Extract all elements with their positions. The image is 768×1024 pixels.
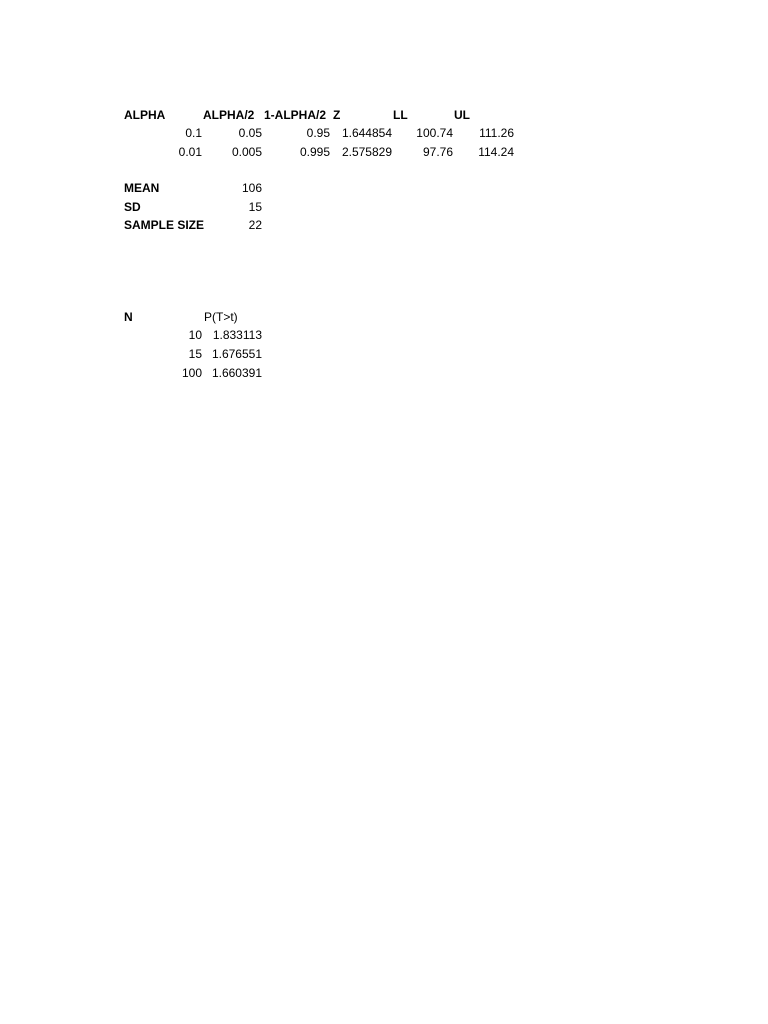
- ci-row2-ll: 97.76: [422, 145, 453, 159]
- t-header-p: P(T>t): [204, 310, 238, 324]
- ci-row1-alpha: 0.1: [185, 126, 202, 140]
- t-row3-n: 100: [181, 366, 202, 380]
- t-row1-n: 10: [188, 328, 202, 342]
- ci-row1-ll: 100.74: [416, 126, 453, 140]
- sample-size-value: 22: [248, 218, 262, 232]
- ci-row2-z: 2.575829: [341, 145, 392, 159]
- t-row1-p: 1.833113: [212, 328, 262, 342]
- ci-row1-z: 1.644854: [341, 126, 392, 140]
- ci-row1-one-minus-alpha-half: 0.95: [306, 126, 330, 140]
- ci-header-alpha: ALPHA: [124, 108, 166, 122]
- ci-header-z: Z: [333, 108, 341, 122]
- t-row3-p: 1.660391: [211, 366, 262, 380]
- sample-size-label: SAMPLE SIZE: [124, 218, 205, 232]
- sd-value: 15: [248, 200, 262, 214]
- ci-row2-alpha: 0.01: [178, 145, 202, 159]
- ci-header-ll: LL: [393, 108, 408, 122]
- ci-row2-alpha-half: 0.005: [231, 145, 262, 159]
- t-header-n: N: [124, 310, 133, 324]
- ci-header-alpha-half: ALPHA/2: [203, 108, 255, 122]
- t-row2-p: 1.676551: [211, 347, 262, 361]
- t-row2-n: 15: [188, 347, 202, 361]
- ci-header-ul: UL: [454, 108, 470, 122]
- mean-label: MEAN: [124, 181, 160, 195]
- ci-row1-ul: 111.26: [479, 126, 514, 140]
- ci-header-one-minus-alpha-half: 1-ALPHA/2: [264, 108, 327, 122]
- mean-value: 106: [241, 181, 262, 195]
- ci-row2-one-minus-alpha-half: 0.995: [299, 145, 330, 159]
- sd-label: SD: [124, 200, 141, 214]
- ci-row2-ul: 114.24: [478, 145, 514, 159]
- ci-row1-alpha-half: 0.05: [238, 126, 262, 140]
